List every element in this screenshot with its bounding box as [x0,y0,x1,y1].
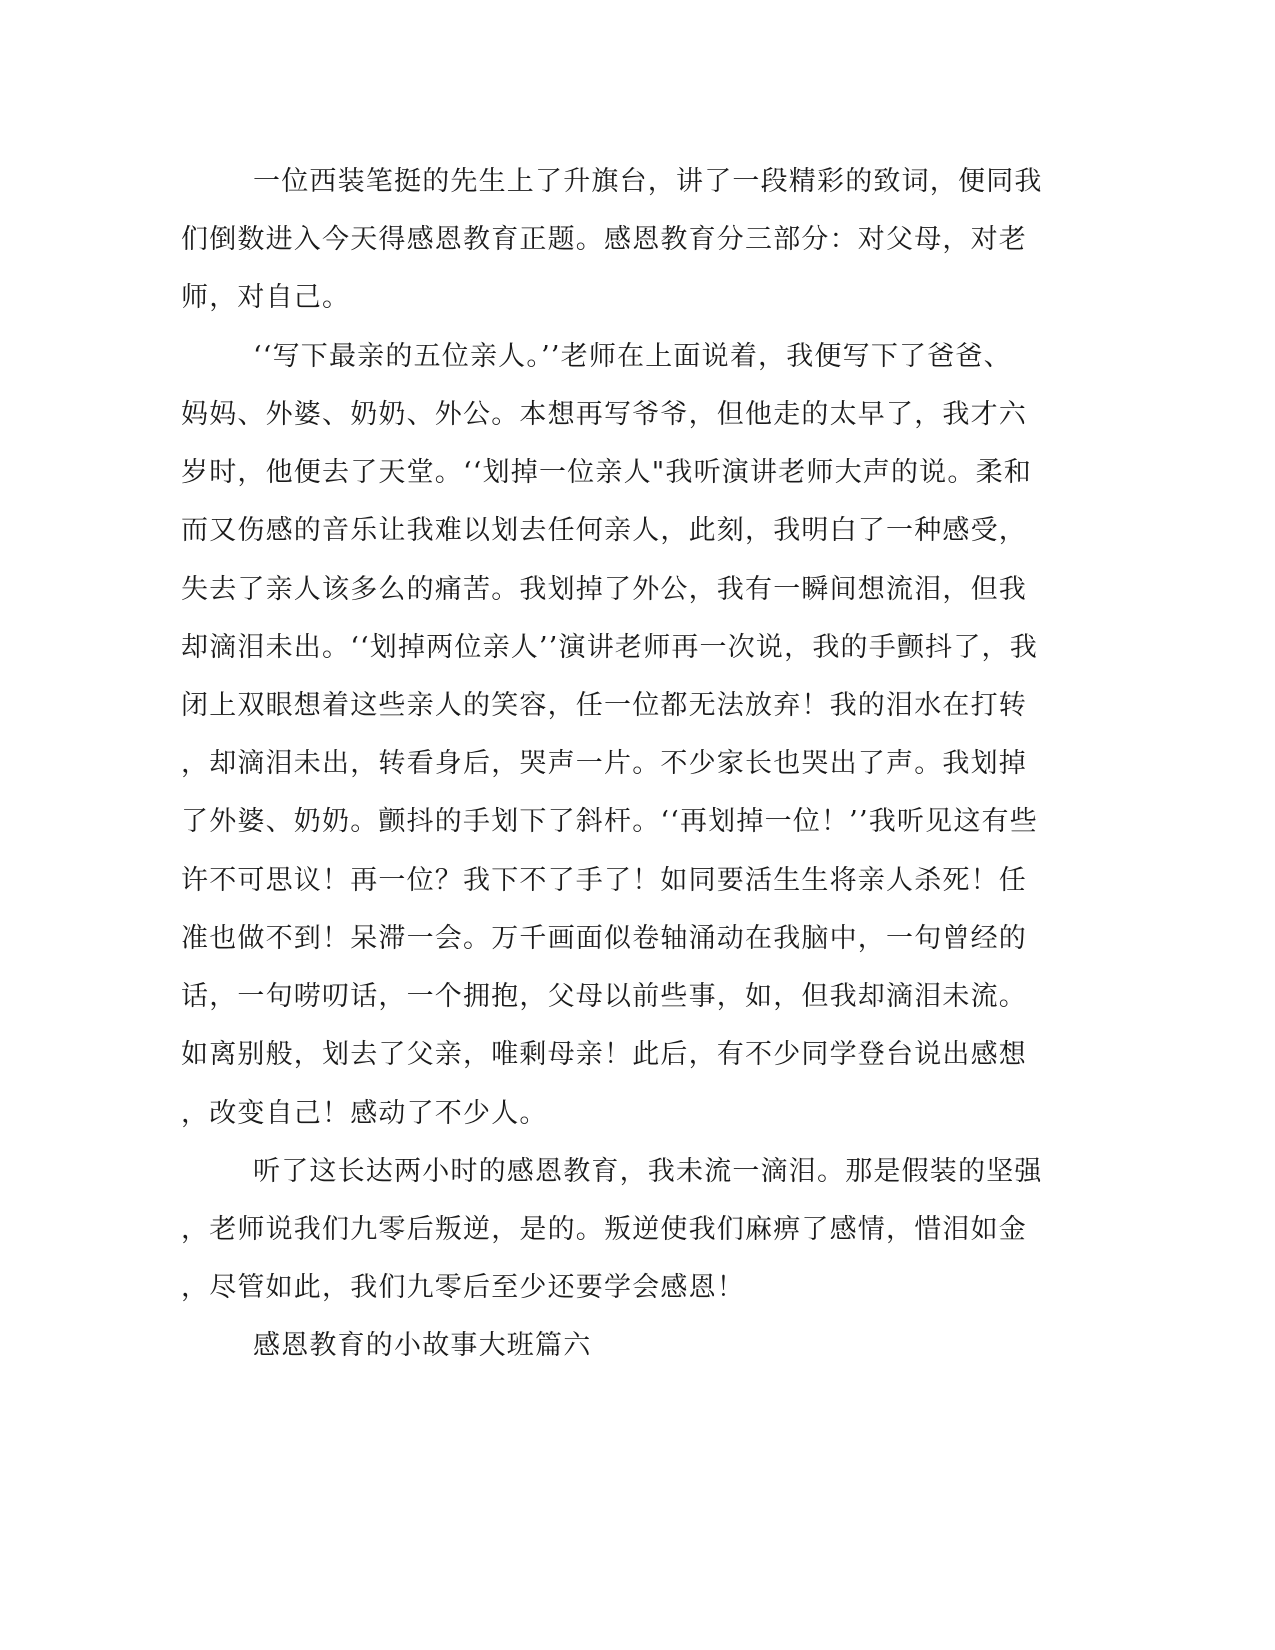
text-line: ，改变自己！感动了不少人。 [181,1098,548,1129]
text-line: 闭上双眼想着这些亲人的笑容，任一位都无法放弃！我的泪水在打转 [181,690,1027,721]
text-line: ，老师说我们九零后叛逆，是的。叛逆使我们麻痹了感情，惜泪如金 [181,1214,1027,1245]
text-line: 了外婆、奶奶。颤抖的手划下了斜杆。‘‘再划掉一位！’’我听见这有些 [181,806,1038,837]
text-line: 话，一句唠叨话，一个拥抱，父母以前些事，如，但我却滴泪未流。 [181,981,1027,1012]
text-line: 而又伤感的音乐让我难以划去任何亲人，此刻，我明白了一种感受， [181,515,1027,546]
text-line: ，却滴泪未出，转看身后，哭声一片。不少家长也哭出了声。我划掉 [181,748,1027,779]
text-line: 师，对自己。 [181,282,351,313]
text-line: 许不可思议！再一位？我下不了手了！如同要活生生将亲人杀死！任 [181,865,1027,896]
text-line: 失去了亲人该多么的痛苦。我划掉了外公，我有一瞬间想流泪，但我 [181,574,1027,605]
text-line: ‘‘写下最亲的五位亲人。’’老师在上面说着，我便写下了爸爸、 [253,341,1012,372]
text-line: 妈妈、外婆、奶奶、外公。本想再写爷爷，但他走的太早了，我才六 [181,399,1027,430]
section-heading: 感恩教育的小故事大班篇六 [253,1330,592,1361]
text-line: ，尽管如此，我们九零后至少还要学会感恩！ [181,1272,745,1303]
text-line: 岁时，他便去了天堂。‘‘划掉一位亲人"我听演讲老师大声的说。柔和 [181,457,1032,488]
text-line: 却滴泪未出。‘‘划掉两位亲人’’演讲老师再一次说，我的手颤抖了，我 [181,632,1038,663]
text-line: 准也做不到！呆滞一会。万千画面似卷轴涌动在我脑中，一句曾经的 [181,923,1027,954]
text-line: 一位西装笔挺的先生上了升旗台，讲了一段精彩的致词，便同我 [253,166,1043,197]
text-line: 如离别般，划去了父亲，唯剩母亲！此后，有不少同学登台说出感想 [181,1039,1027,1070]
text-line: 们倒数进入今天得感恩教育正题。感恩教育分三部分：对父母，对老 [181,224,1027,255]
text-line: 听了这长达两小时的感恩教育，我未流一滴泪。那是假装的坚强 [253,1156,1043,1187]
